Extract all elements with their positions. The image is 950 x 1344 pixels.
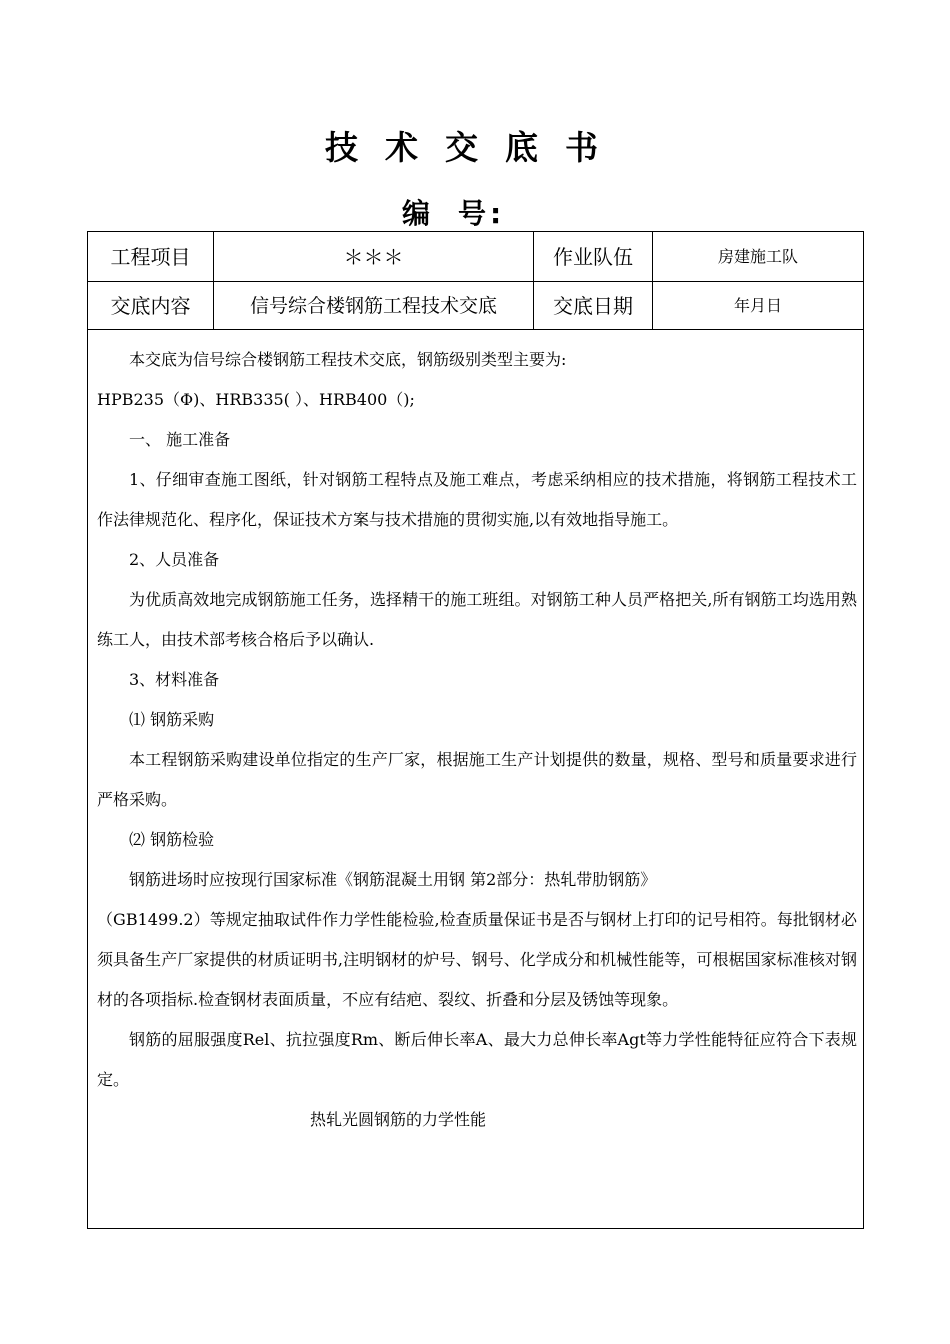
disclosure-body: [97, 340, 857, 1140]
document-number-label: [402, 194, 505, 234]
document-title: 技术交底书: [325, 128, 625, 167]
sub-inspection-heading: ⑵ 钢筋检验: [129, 830, 215, 849]
team-label: 作业队伍: [553, 244, 633, 269]
steel-grades: HPB235（Φ)、HRB335( ）、HRB400（);: [97, 390, 415, 409]
item-personnel-text: 为优质高效地完成钢筋施工任务，选择精干的施工班组。对钢筋工种人员严格把关,所有钢筋工均选用熟练工人，由技术部考核合格后予以确认.: [97, 590, 857, 649]
date-value: 年月日: [733, 295, 782, 315]
project-value: ＊＊＊: [343, 244, 404, 269]
table-caption: 热轧光圆钢筋的力学性能: [310, 1110, 487, 1129]
sub-inspection-line: 钢筋进场时应按现行国家标准《钢筋混凝土用钢 第2部分：热轧带肋钢筋》: [129, 870, 657, 889]
row-divider: [88, 329, 863, 330]
content-label: 交底内容: [110, 293, 191, 318]
section-heading-preparation: 一、 施工准备: [129, 430, 231, 449]
item-drawing-review: 1、仔细审查施工图纸，针对钢筋工程特点及施工难点，考虑采纳相应的技术措施，将钢筋工程技术工作法律规范化、程序化，保证技术方案与技术措施的贯彻实施,以有效地指导施工。: [97, 470, 857, 529]
number-label-char: 编: [402, 197, 435, 230]
disclosure-form-table: [87, 231, 864, 1229]
content-value: 信号综合楼钢筋工程技术交底: [249, 294, 497, 317]
intro-paragraph: 本交底为信号综合楼钢筋工程技术交底，钢筋级别类型主要为:: [129, 350, 567, 369]
sub-procurement-heading: ⑴ 钢筋采购: [129, 710, 215, 729]
sub-inspection-text: （GB1499.2）等规定抽取试件作力学性能检验,检查质量保证书是否与钢材上打印的记号相符。每批钢材必须具备生产厂家提供的材质证明书,注明钢材的炉号、钢号、化学成分和机械性能等，可根椐国家标准核对钢材的各项指标.检查钢材表面质量，不应有结疤、裂纹、折叠和分层及锈蚀等现象。: [97, 910, 857, 1009]
project-label: 工程项目: [110, 244, 191, 269]
item-personnel-heading: 2、人员准备: [129, 550, 220, 569]
strength-requirements: 钢筋的屈服强度Rel、抗拉强度Rm、断后伸长率A、最大力总伸长率Agt等力学性能特征应符合下表规定。: [97, 1030, 857, 1089]
team-value: 房建施工队: [717, 246, 798, 266]
item-materials-heading: 3、材料准备: [129, 670, 220, 689]
sub-procurement-text: 本工程钢筋采购建设单位指定的生产厂家，根据施工生产计划提供的数量，规格、型号和质量要求进行严格采购。: [97, 750, 857, 809]
number-label-suffix: 号:: [458, 197, 506, 230]
date-label: 交底日期: [553, 293, 633, 318]
